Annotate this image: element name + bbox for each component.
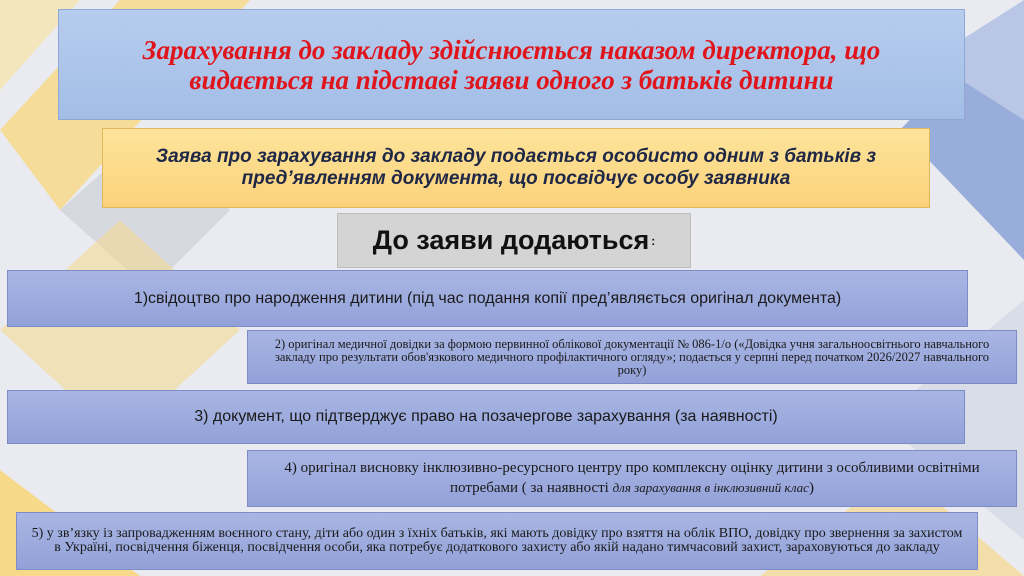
list-item-1: 1)свідоцтво про народження дитини (під час подання копії пред’являється оригінал документа) [7, 270, 968, 327]
attachments-heading-colon: : [651, 233, 656, 248]
list-item-4-close: ) [808, 480, 814, 496]
list-item-4-italic-note: для зарахування в інклюзивний клас [612, 480, 809, 495]
subtitle-box: Заява про зарахування до закладу подається особисто одним з батьків з пред’явленням документа, що посвідчує особу заявника [102, 128, 930, 208]
attachments-heading-text: До заяви додаються [372, 225, 650, 255]
list-item-3: 3) документ, що підтверджує право на позачергове зарахування (за наявності) [7, 390, 965, 444]
page-title: Зарахування до закладу здійснюється наказом директора, що видається на підставі заяви одного з батьків дитини [58, 9, 965, 120]
list-item-2: 2) оригінал медичної довідки за формою первинної облікової документації № 086-1/о («Довідка учня загальноосвітнього навчального закладу про результати обов'язкового медичного профілактичного огляду»; подається у серпні перед початком 2026/2027 навчального року) [247, 330, 1017, 384]
list-item-4-content [260, 459, 1004, 498]
attachments-heading [337, 213, 691, 268]
list-item-4 [247, 450, 1017, 507]
list-item-5: 5) у зв’язку із запровадженням воєнного стану, діти або один з їхніх батьків, які мають довідку про взяття на облік ВПО, довідку про звернення за захистом в Україні, посвідчення біженця, посвідчення особи, яка потребує додаткового захисту або якій надано тимчасовий захист, зараховуються до закладу [16, 512, 978, 570]
list-item-4-text: 4) оригінал висновку інклюзивно-ресурсного центру про комплексну оцінку дитини з особливими освітніми потребами ( за наявності [284, 460, 980, 496]
